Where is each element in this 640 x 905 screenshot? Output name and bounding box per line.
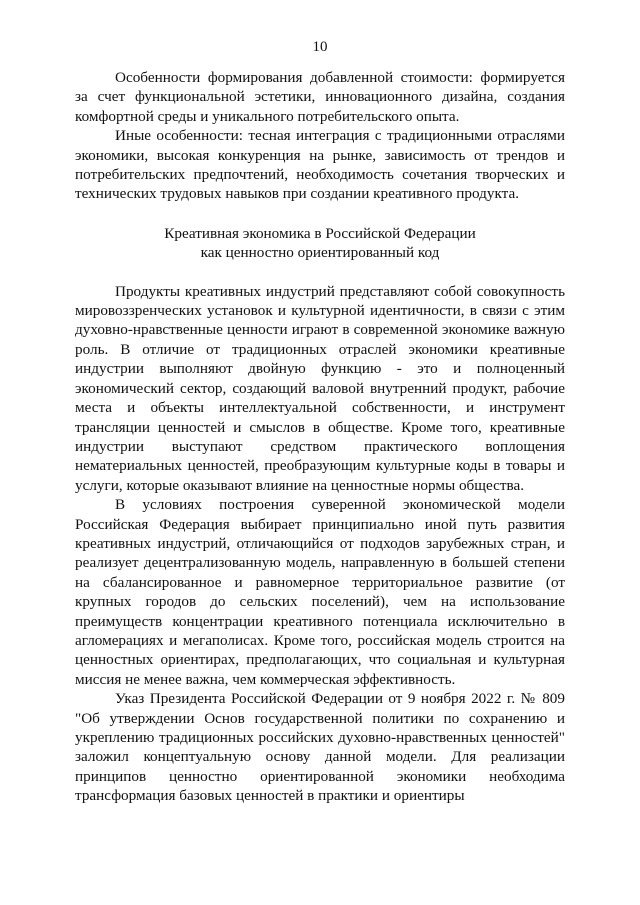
paragraph-sovereign-model: В условиях построения суверенной экономической модели Российская Федерация выбирает принципиально иной путь развития креативных индустрий, отличающийся от подходов зарубежных стран, и реализует децентрализованную модель, направленную в большей степени на сбалансированное и равномерное территориальное развитие (от крупных городов до сельских поселений), чем на использование преимуществ концентрации креативного потенциала исключительно в агломерациях и мегаполисах. Кроме того, российская модель строится на ценностных ориентирах, предполагающих, что социальная и культурная миссия не менее важна, чем коммерческая эффективность. bbox=[75, 496, 565, 688]
page-body bbox=[75, 52, 565, 806]
page-number: 10 bbox=[312, 39, 328, 55]
section-heading-line-1: Креативная экономика в Российской Федерации bbox=[164, 224, 476, 242]
section-heading bbox=[75, 224, 565, 263]
paragraph-other-features: Иные особенности: тесная интеграция с традиционными отраслями экономики, высокая конкуренция на рынке, зависимость от трендов и потребительских предпочтений, необходимость сочетания творческих и технических трудовых навыков при создании креативного продукта. bbox=[75, 127, 565, 203]
paragraph-presidential-decree: Указ Президента Российской Федерации от 9 ноября 2022 г. № 809 "Об утверждении Основ государственной политики по сохранению и укреплению традиционных российских духовно-нравственных ценностей" заложил концептуальную основу данной модели. Для реализации принципов ценностно ориентированной экономики необходима трансформация базовых ценностей в практики и ориентиры bbox=[75, 690, 565, 805]
paragraph-creative-products: Продукты креативных индустрий представляют собой совокупность мировоззренческих установок и культурной идентичности, в связи с этим духовно-нравственные ценности играют в современной экономике важную роль. В отличие от традиционных отраслей экономики креативные индустрии выполняют двойную функцию - это и полноценный экономический сектор, создающий валовой внутренний продукт, рабочие места и объекты интеллектуальной собственности, и инструмент трансляции ценностей и смыслов в обществе. Кроме того, креативные индустрии выступают средством практического воплощения нематериальных ценностей, преобразующим культурные коды в товары и услуги, которые оказывают влияние на ценностные нормы общества. bbox=[75, 282, 565, 494]
paragraph-value-added: Особенности формирования добавленной стоимости: формируется за счет функциональной эстетики, инновационного дизайна, создания комфортной среды и уникального потребительского опыта. bbox=[75, 69, 565, 125]
section-heading-line-2: как ценностно ориентированный код bbox=[200, 244, 440, 262]
